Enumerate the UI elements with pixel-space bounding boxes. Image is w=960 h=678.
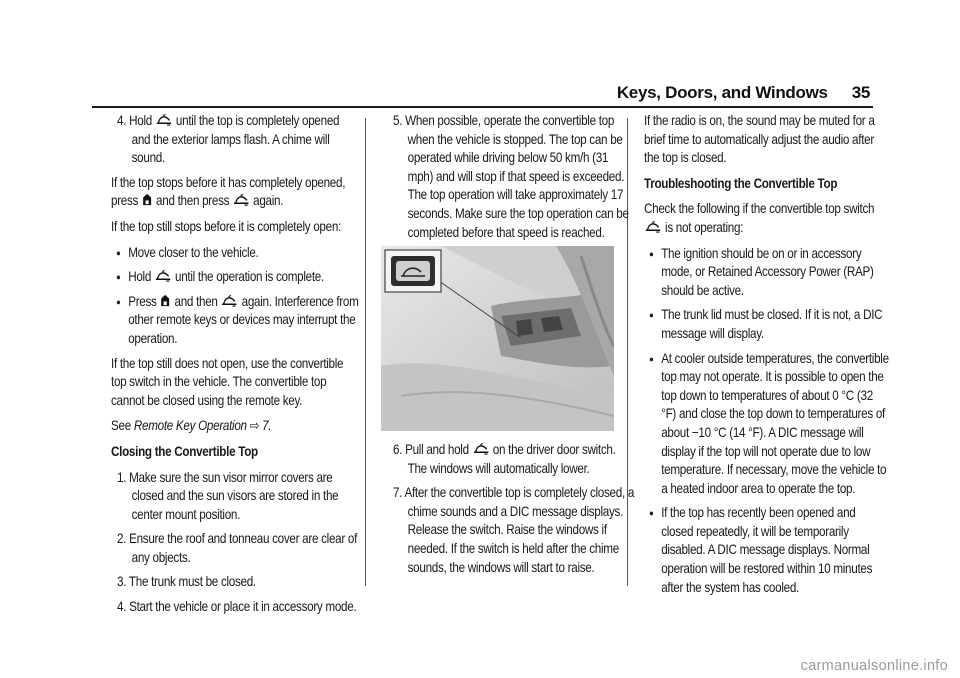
remote-key-icon [160,294,170,307]
step-text: until the top is completely opened and the exterior lamps flash. A chime will sound. [131,113,340,166]
bullet-temperature: ● At cooler outside temperatures, the convertible top may not operate. It is possible to open the top down to temperatures of about 0 °C (32 °F) and close the top down to temperatures of about −10 °C (14 °F). A DIC message will display if the top will not operate due to low temperature. If necessary, move the vehicle to a heated indoor area to operate the top. [644,350,889,499]
column-3 [644,112,889,603]
para-text: and then press [156,193,230,209]
bullet-trunk: ● The trunk lid must be closed. If it is not, a DIC message will display. [644,306,889,343]
step-4-close: 4. Start the vehicle or place it in accessory mode. [117,599,357,615]
convertible-top-icon [645,220,661,233]
troubleshooting-heading: Troubleshooting the Convertible Top [644,175,838,191]
bullet-ignition: ● The ignition should be on or in accessory mode, or Retained Accessory Power (RAP) should be active. [644,245,889,301]
paragraph-see-reference [111,417,360,436]
watermark-text: carmanualsonline.info [800,658,948,674]
bullet-press [111,293,360,349]
bullet-text: until the operation is complete. [175,269,324,285]
step-4-open [111,112,360,168]
convertible-top-icon [233,193,249,206]
bullet-repeated-use: ● If the top has recently been opened and closed repeatedly, it will be temporarily disabled. A DIC message displays. Normal operation will be restored within 10 minutes after the system has cooled. [644,504,889,597]
column-2-lower [387,441,636,583]
page-header [617,83,870,103]
bullet-text: Hold [128,269,152,285]
convertible-top-icon [473,442,489,455]
paragraph-stops [111,174,360,211]
bullet-text: again. Interference from other remote keys or devices may interrupt the operation. [128,293,359,346]
column-1 [111,112,360,623]
step-2-close: 2. Ensure the roof and tonneau cover are clear of any objects. [117,531,358,565]
step-7: 7. After the convertible top is completely closed, a chime sounds and a DIC message displays. Release the switch. Raise the windows if needed. If the switch is held after the chime sounds, the windows will start to raise. [393,485,635,575]
paragraph-not-open: If the top still does not open, use the convertible top switch in the vehicle. The convertible top cannot be closed using the remote key. [111,355,344,408]
closing-heading: Closing the Convertible Top [111,443,258,459]
para-text: See [111,418,131,434]
column-divider-1 [365,118,366,586]
convertible-top-icon [156,113,172,126]
para-text: again. [253,193,284,209]
step-5: 5. When possible, operate the convertible top when the vehicle is stopped. The top can be operated while driving below 50 km/h (31 mph) and will stop if that speed is exceeded. The top operation will take approximately 17 seconds. Make sure the top operation can be completed before that speed is reached. [393,113,629,240]
step-1-close: 1. Make sure the sun visor mirror covers are closed and the sun visors are stored in the center mount position. [117,469,339,522]
step-text: 6. Pull and hold [393,442,469,457]
page-number: 35 [851,83,870,102]
header-rule [92,106,873,108]
paragraph-still-stops: If the top still stops before it is completely open: [111,218,341,234]
cross-reference-link[interactable]: Remote Key Operation [133,418,247,434]
convertible-top-icon [155,269,171,282]
bullet-text: Press [128,293,157,309]
page-ref-arrow-icon: ⇨ [249,418,260,434]
paragraph-radio: If the radio is on, the sound may be muted for a brief time to automatically adjust the audio after the top is closed. [644,113,875,166]
bullet-text: and then [174,293,218,309]
cross-reference-page[interactable]: 7. [262,418,272,434]
door-switch-photo [381,246,614,431]
para-text: Check the following if the convertible top switch [644,201,875,217]
section-title: Keys, Doors, and Windows [616,83,828,102]
step-text: on the driver door switch. The windows will automatically lower. [407,442,616,476]
para-text: If the top stops before it has completely opened, press [111,174,346,209]
para-text: is not operating: [665,219,744,235]
remote-key-icon [142,193,152,206]
convertible-top-icon [221,294,237,307]
column-2 [387,112,636,248]
bullet-move-closer: ● Move closer to the vehicle. [111,244,360,263]
step-6 [387,441,636,478]
bullet-hold [111,268,360,287]
step-3-close: 3. The trunk must be closed. [117,574,256,590]
paragraph-check [644,200,889,237]
step-text: 4. Hold [117,113,152,128]
